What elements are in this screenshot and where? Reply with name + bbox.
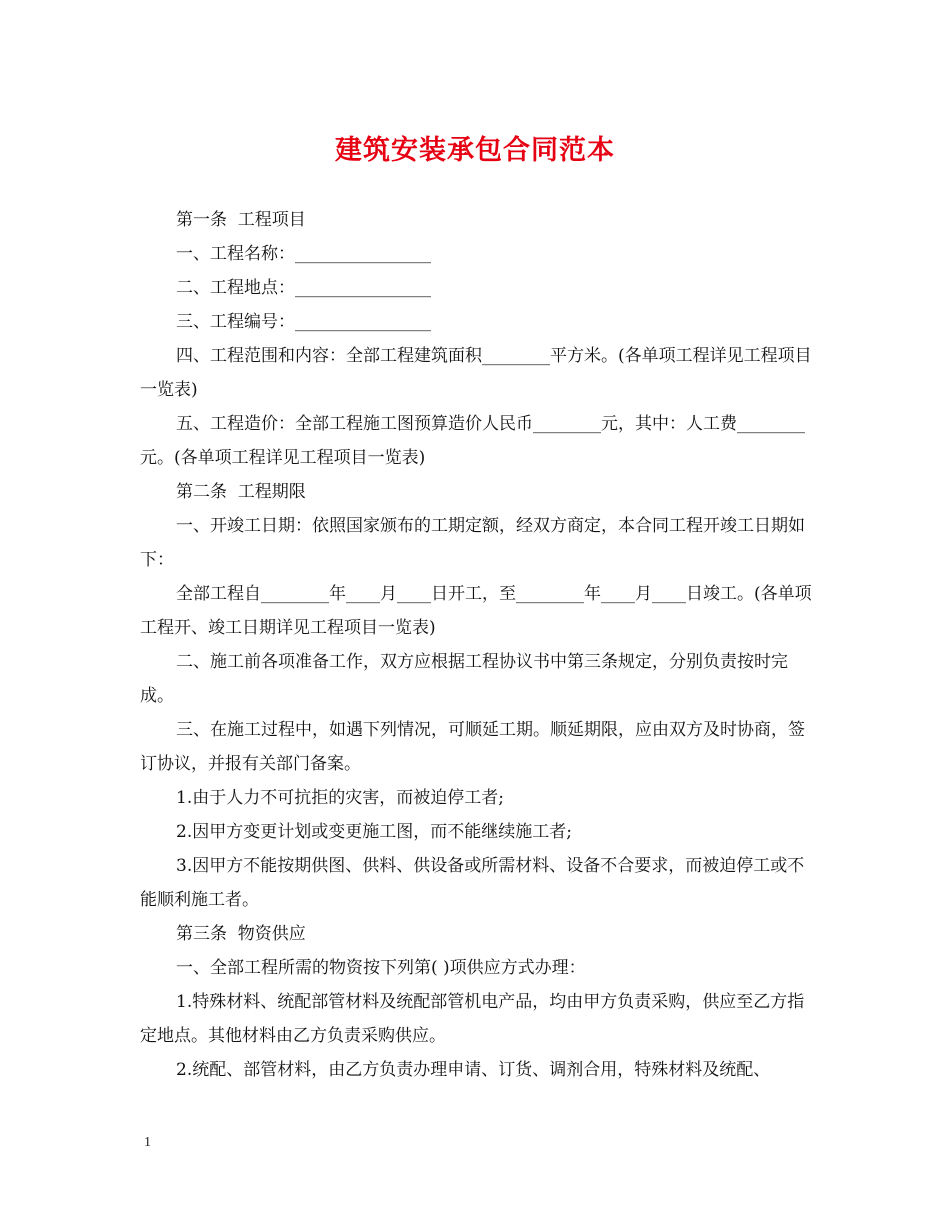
paragraph: 三、在施工过程中，如遇下列情况，可顺延工期。顺延期限，应由双方及时协商，签订协议，并报有关部门备案。 (140, 720, 805, 774)
paragraph: 2.统配、部管材料，由乙方负责办理申请、订货、调剂合用，特殊材料及统配、 (176, 1060, 771, 1080)
article-heading: 第一条 工程项目 (176, 210, 306, 230)
paragraph: 一、开竣工日期：依照国家颁布的工期定额，经双方商定，本合同工程开竣工日期如下： (140, 516, 805, 570)
document-title: 建筑安装承包合同范本 (335, 135, 615, 166)
article-heading: 第二条 工程期限 (176, 482, 306, 502)
paragraph: 1.由于人力不可抗拒的灾害，而被迫停工者; (176, 788, 504, 808)
paragraph: 五、工程造价：全部工程施工图预算造价人民币________元，其中：人工费________元。(各单项工程详见工程项目一览表) (140, 414, 805, 468)
page-number: 1 (144, 1135, 151, 1150)
paragraph: 三、工程编号：________________ (176, 312, 431, 332)
document-body (140, 203, 820, 1087)
paragraph: 一、全部工程所需的物资按下列第( )项供应方式办理： (176, 958, 586, 978)
article-heading: 第三条 物资供应 (176, 924, 306, 944)
paragraph: 二、工程地点：________________ (176, 278, 431, 298)
paragraph: 2.因甲方变更计划或变更施工图，而不能继续施工者; (176, 822, 572, 842)
paragraph: 3.因甲方不能按期供图、供料、供设备或所需材料、设备不合要求，而被迫停工或不能顺利施工者。 (140, 856, 805, 910)
paragraph: 一、工程名称：________________ (176, 244, 431, 264)
paragraph: 全部工程自________年____月____日开工，至________年____月____日竣工。(各单项工程开、竣工日期详见工程项目一览表) (140, 584, 812, 638)
paragraph: 二、施工前各项准备工作，双方应根据工程协议书中第三条规定，分别负责按时完成。 (140, 652, 788, 706)
paragraph: 四、工程范围和内容：全部工程建筑面积________平方米。(各单项工程详见工程项目一览表) (140, 346, 812, 400)
paragraph: 1.特殊材料、统配部管材料及统配部管机电产品，均由甲方负责采购，供应至乙方指定地点。其他材料由乙方负责采购供应。 (140, 992, 805, 1046)
